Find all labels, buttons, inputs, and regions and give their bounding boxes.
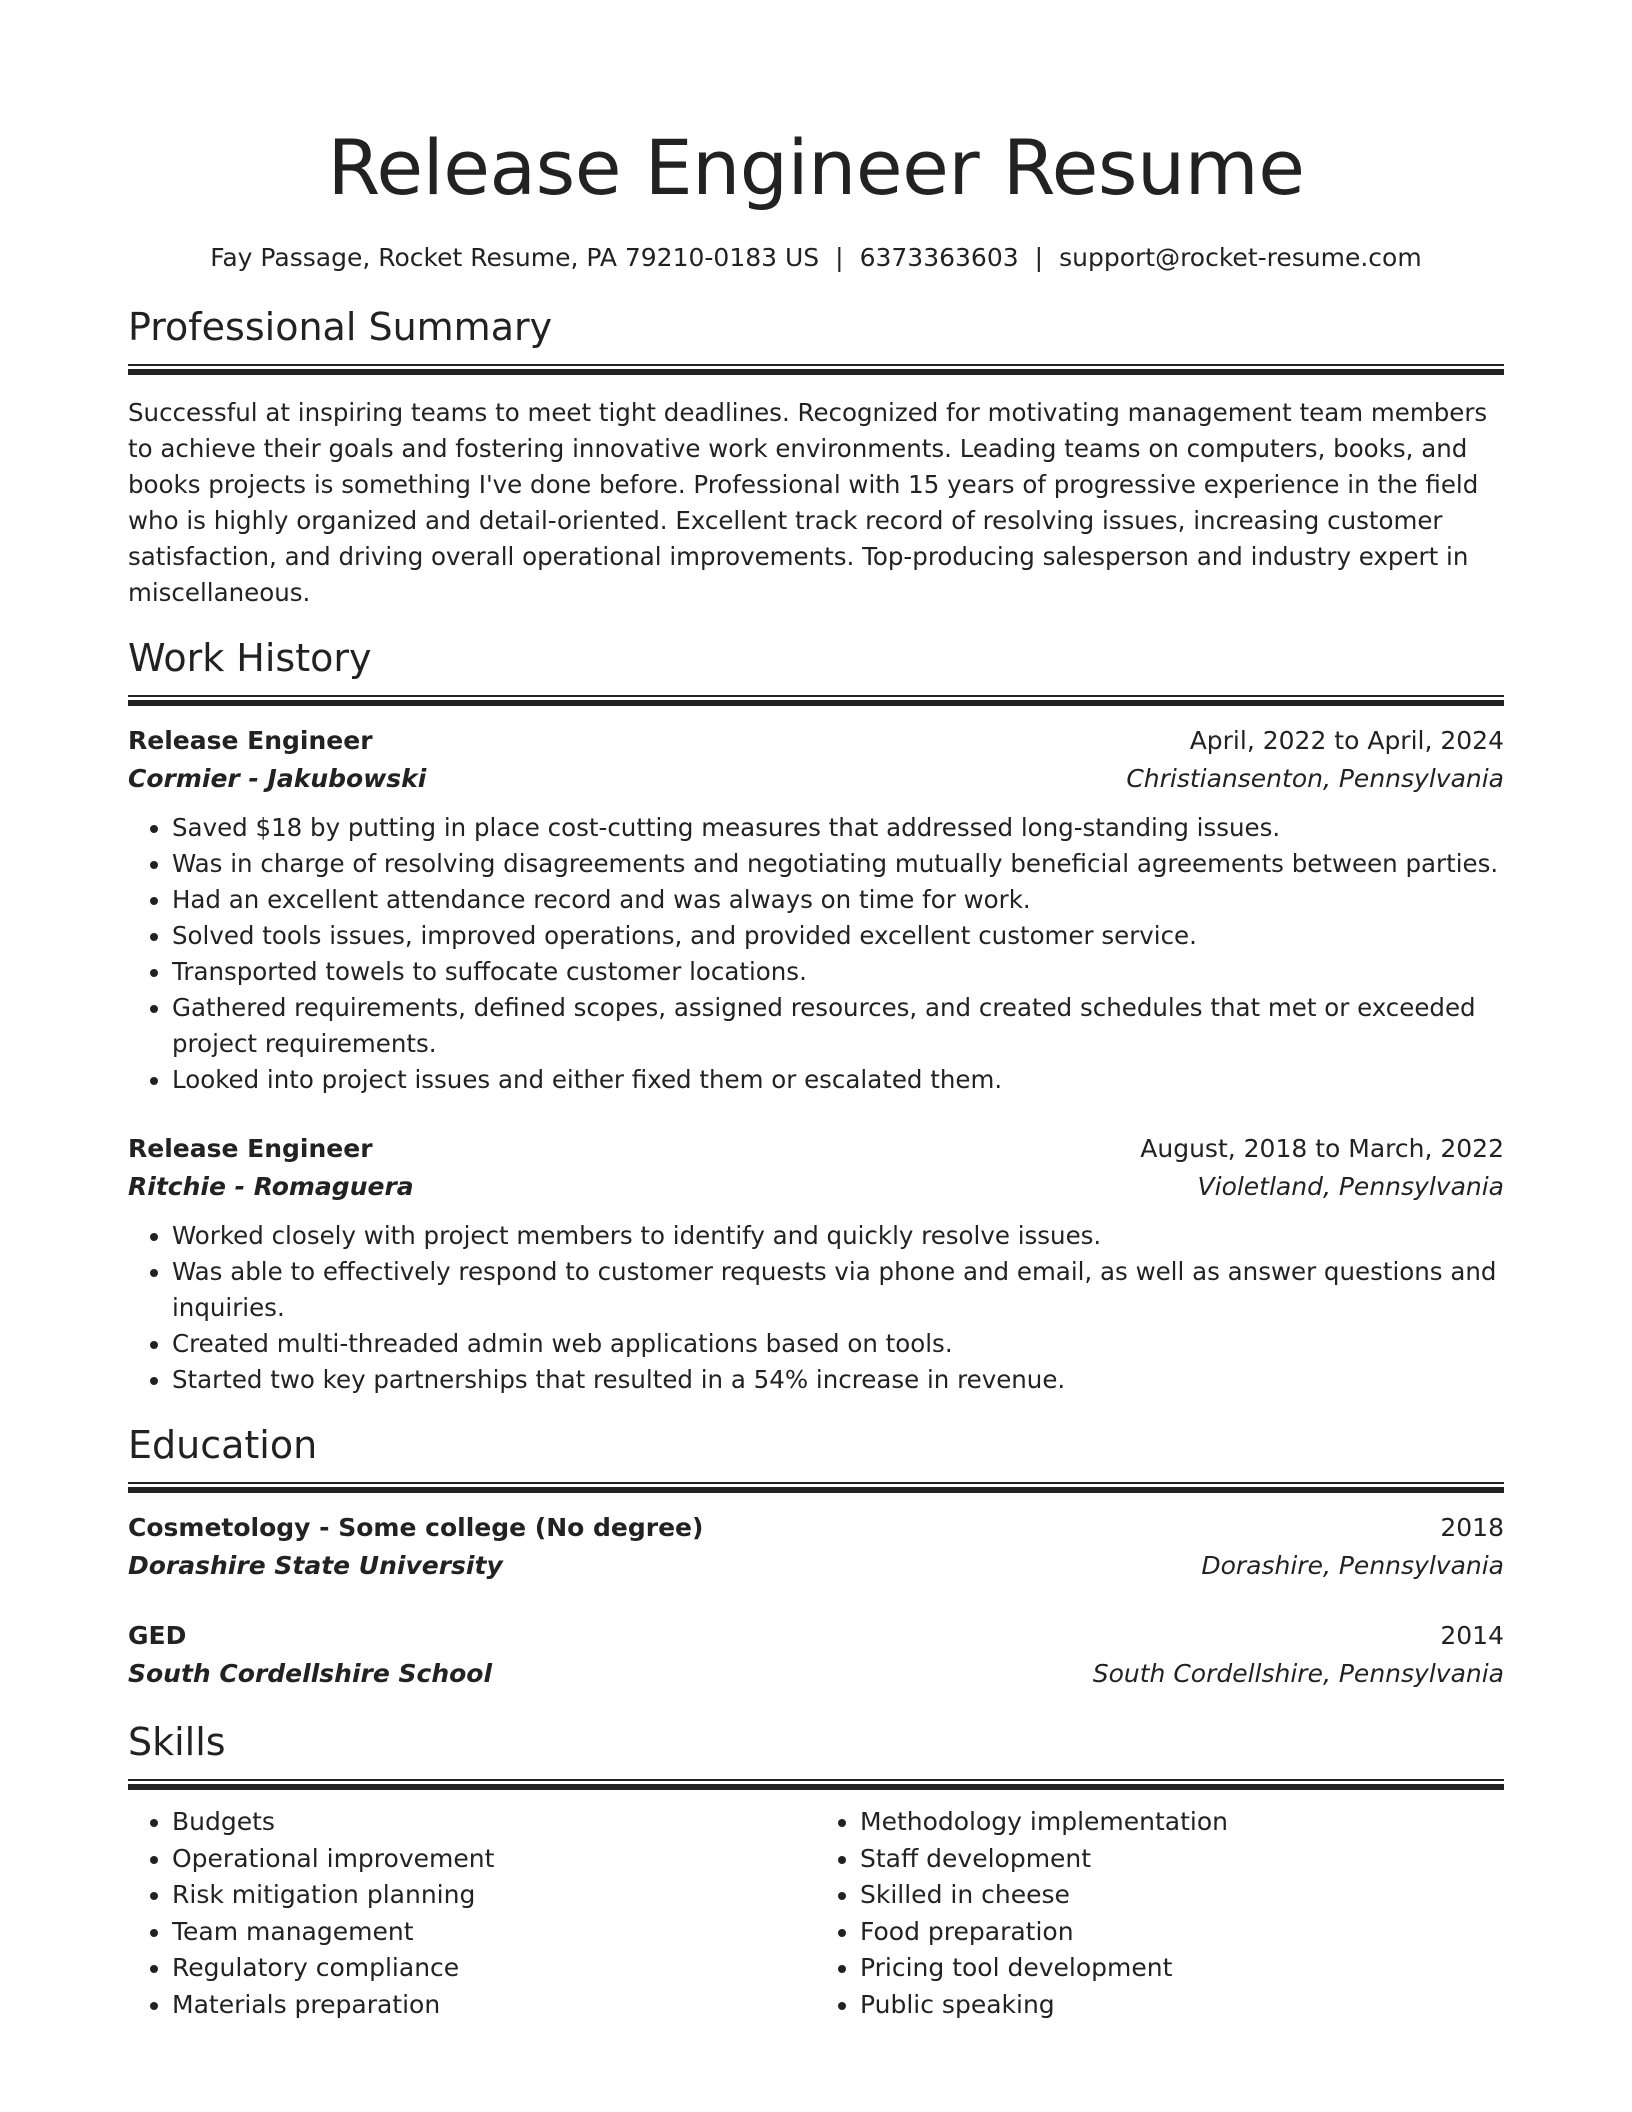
- list-item: • Worked closely with project members to identify and quickly resolve issues.: [172, 1218, 1504, 1254]
- section-divider: [128, 695, 1504, 706]
- list-item: • Transported towels to suffocate customer locations.: [172, 954, 1504, 990]
- education-entry: [128, 1617, 1504, 1693]
- skill-item: • Skilled in cheese: [860, 1877, 1504, 1914]
- school-location: South Cordellshire, Pennsylvania: [1092, 1659, 1504, 1688]
- education-year: 2014: [1440, 1621, 1504, 1650]
- skills-section: [128, 1719, 1504, 2023]
- section-title-summary: Professional Summary: [128, 305, 553, 349]
- separator: |: [1034, 243, 1044, 272]
- skill-item: • Food preparation: [860, 1914, 1504, 1951]
- skill-item: • Regulatory compliance: [172, 1950, 816, 1987]
- education-entry: [128, 1509, 1504, 1585]
- job-title: Release Engineer: [128, 726, 373, 755]
- degree: Cosmetology - Some college (No degree): [128, 1513, 704, 1542]
- skill-item: • Methodology implementation: [860, 1804, 1504, 1841]
- job-location: Violetland, Pennsylvania: [1197, 1172, 1504, 1201]
- list-item: • Started two key partnerships that resulted in a 54% increase in revenue.: [172, 1362, 1504, 1398]
- summary-section: [128, 304, 1504, 611]
- education-year: 2018: [1440, 1513, 1504, 1542]
- list-item: • Saved $18 by putting in place cost-cutting measures that addressed long-standing issues.: [172, 810, 1504, 846]
- job-entry: [128, 1130, 1504, 1398]
- job-dates: August, 2018 to March, 2022: [1140, 1134, 1504, 1163]
- degree: GED: [128, 1621, 187, 1650]
- contact-line: [128, 242, 1504, 274]
- section-title-education: Education: [128, 1423, 318, 1467]
- school-name: South Cordellshire School: [128, 1659, 493, 1688]
- job-title: Release Engineer: [128, 1134, 373, 1163]
- company-name: Ritchie - Romaguera: [128, 1172, 414, 1201]
- job-bullets: [128, 1218, 1504, 1398]
- skills-columns: [128, 1804, 1504, 2023]
- skill-item: • Operational improvement: [172, 1841, 816, 1878]
- company-name: Cormier - Jakubowski: [128, 764, 427, 793]
- section-title-skills: Skills: [128, 1720, 226, 1764]
- list-item: • Was in charge of resolving disagreements and negotiating mutually beneficial agreements between parties.: [172, 846, 1504, 882]
- section-divider: [128, 1779, 1504, 1790]
- skill-item: • Team management: [172, 1914, 816, 1951]
- skill-item: • Materials preparation: [172, 1987, 816, 2024]
- list-item: • Gathered requirements, defined scopes, assigned resources, and created schedules that met or exceeded project requirements.: [172, 990, 1504, 1062]
- separator: |: [835, 243, 844, 272]
- job-location: Christiansenton, Pennsylvania: [1126, 764, 1504, 793]
- section-title-work: Work History: [128, 636, 372, 680]
- skills-list-left: [128, 1804, 816, 2023]
- phone: 6373363603: [859, 243, 1019, 272]
- school-name: Dorashire State University: [128, 1551, 503, 1580]
- skill-item: • Risk mitigation planning: [172, 1877, 816, 1914]
- work-section: [128, 635, 1504, 1398]
- job-entry: [128, 722, 1504, 1098]
- list-item: • Solved tools issues, improved operations, and provided excellent customer service.: [172, 918, 1504, 954]
- list-item: • Was able to effectively respond to customer requests via phone and email, as well as answer questions and inquiries.: [172, 1254, 1504, 1326]
- address: Fay Passage, Rocket Resume, PA 79210-0183 US: [210, 243, 820, 272]
- section-divider: [128, 364, 1504, 375]
- list-item: • Created multi-threaded admin web applications based on tools.: [172, 1326, 1504, 1362]
- skill-item: • Budgets: [172, 1804, 816, 1841]
- list-item: • Looked into project issues and either fixed them or escalated them.: [172, 1062, 1504, 1098]
- skill-item: • Pricing tool development: [860, 1950, 1504, 1987]
- section-divider: [128, 1482, 1504, 1493]
- job-dates: April, 2022 to April, 2024: [1189, 726, 1504, 755]
- skill-item: • Public speaking: [860, 1987, 1504, 2024]
- list-item: • Had an excellent attendance record and was always on time for work.: [172, 882, 1504, 918]
- resume-title: Release Engineer Resume: [327, 123, 1305, 212]
- email: support@rocket-resume.com: [1059, 243, 1422, 272]
- skills-list-right: [816, 1804, 1504, 2023]
- school-location: Dorashire, Pennsylvania: [1201, 1551, 1504, 1580]
- summary-text: Successful at inspiring teams to meet tight deadlines. Recognized for motivating management team members to achieve their goals and fostering innovative work environments. Leading teams on computers, books, and books projects is something I've done before. Professional with 15 years of progressive experience in the field who is highly organized and detail-oriented. Excellent track record of resolving issues, increasing customer satisfaction, and driving overall operational improvements. Top-producing salesperson and industry expert in miscellaneous.: [128, 398, 1488, 607]
- education-section: [128, 1422, 1504, 1693]
- job-bullets: [128, 810, 1504, 1098]
- skill-item: • Staff development: [860, 1841, 1504, 1878]
